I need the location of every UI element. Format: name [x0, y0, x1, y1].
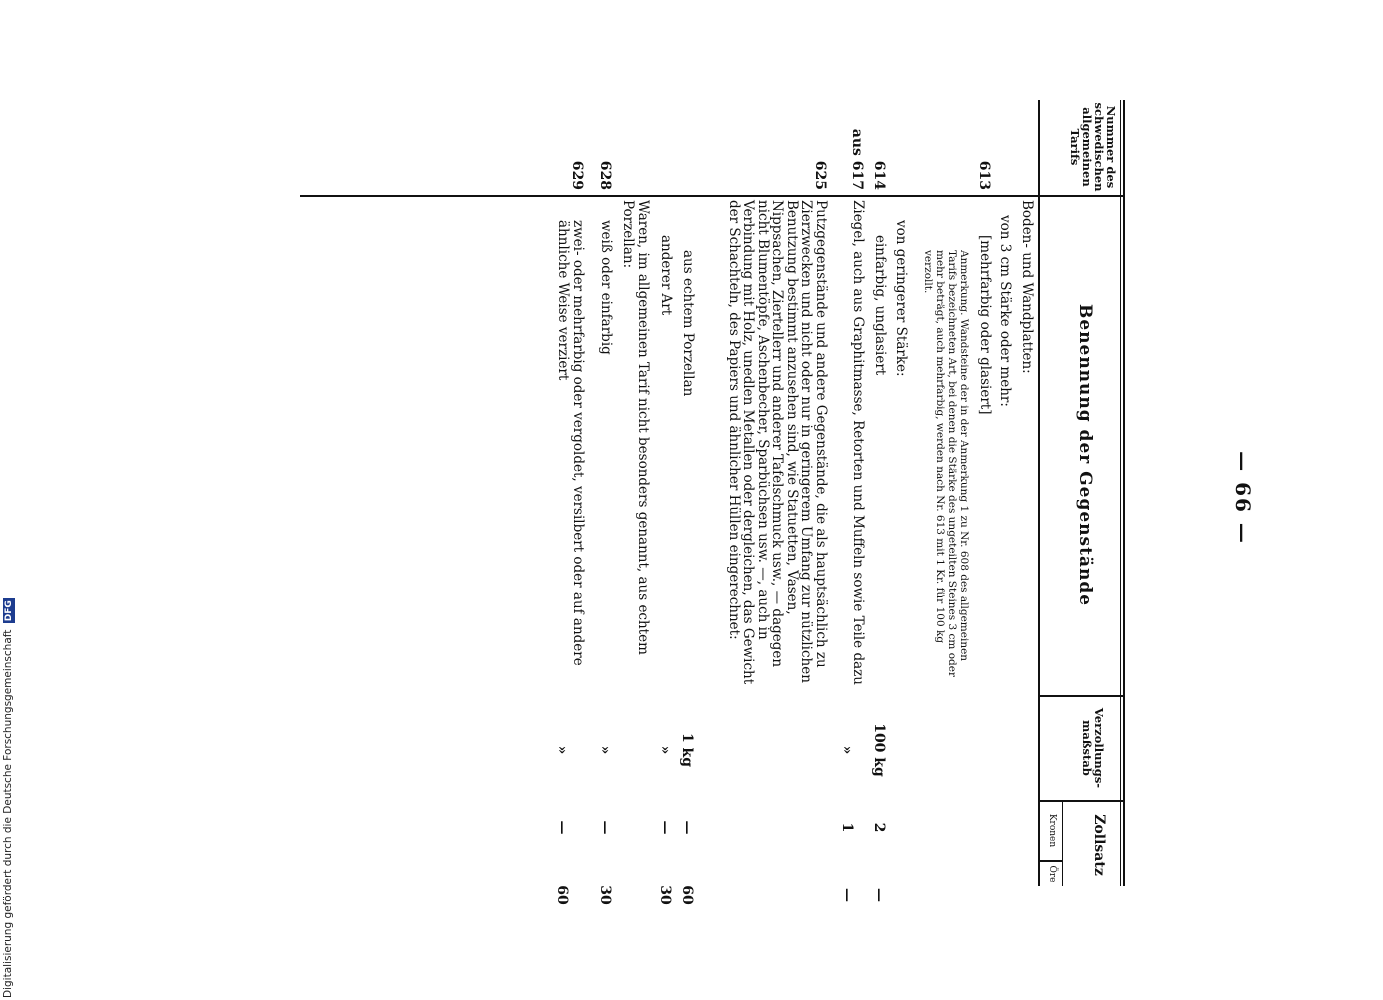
- row-text: anderer Art: [658, 235, 674, 316]
- unit-col-header: Verzollungs-maßstab: [1080, 707, 1106, 789]
- row-text: Putzgegenstände und andere Gegenstände, die als hauptsächlich zu Zierzwecken und nicht oder nur in geringerem Umfang zur nützlichen Benutzung bestimmt anzusehen sind, wie Statuetten, Vasen, Nippsachen, Ziertellerr und anderer Tafelschmuck usw., — dagegen nicht Blumentöpfe, Aschenbecher, Sparbüchsen usw. —, auch in Verbindung mit Holz, unedlen Metallen oder dergleichen, das Gewicht der Schachteln, des Papiers und ähnlicher Hüllen eingerechnet:: [726, 200, 829, 685]
- row-kronen: 2: [871, 822, 887, 833]
- row-number: 628: [597, 160, 613, 190]
- dfg-logo: DFG: [4, 600, 14, 622]
- row-number: aus 617: [849, 128, 865, 190]
- row-unit: 100 kg: [871, 723, 887, 777]
- row-note: Anmerkung. Wandsteine der in der Anmerkung 1 zu Nr. 608 des allgemeinen Tarifs bezeichneten Art, bei denen die Stärke des ungeteilten Steines 3 cm oder mehr beträgt, auch mehrfarbig, werden nach Nr. 613 mit 1 Kr. für 100 kg verzollt.: [922, 250, 970, 677]
- row-number: 625: [812, 160, 828, 190]
- row-text: von 3 cm Stärke oder mehr:: [997, 215, 1013, 407]
- number-col-line: [300, 195, 1040, 197]
- header-rule: [1038, 100, 1040, 886]
- row-number: 629: [569, 160, 585, 190]
- top-rule-thin: [1120, 100, 1121, 886]
- col-rule-1: [1040, 195, 1125, 197]
- kronen-header: Kronen: [1047, 813, 1057, 848]
- row-unit: »: [554, 745, 570, 755]
- row-text: Boden- und Wandplatten:: [1019, 200, 1035, 374]
- row-oere: 60: [679, 885, 695, 905]
- row-text: zwei- oder mehrfarbig oder vergoldet, versilbert oder auf andere ähnliche Weise verziert: [555, 220, 586, 666]
- row-oere: 30: [597, 885, 613, 905]
- row-unit: 1 kg: [679, 732, 695, 768]
- row-oere: 30: [657, 885, 673, 905]
- row-oere: 60: [554, 885, 570, 905]
- row-unit: »: [597, 745, 613, 755]
- row-unit: »: [839, 745, 855, 755]
- row-text: einfarbig, unglasiert: [872, 235, 888, 376]
- row-text: Waren, im allgemeinen Tarif nicht besonders genannt, aus echtem Porzellan:: [620, 200, 651, 655]
- row-kronen: —: [679, 820, 695, 835]
- row-text: [mehrfarbig oder glasiert]: [977, 235, 993, 415]
- duty-col-header: Zollsatz: [1091, 814, 1107, 876]
- top-rule: [1123, 100, 1125, 886]
- row-kronen: —: [554, 820, 570, 835]
- row-kronen: —: [597, 820, 613, 835]
- row-kronen: 1: [839, 822, 855, 833]
- row-kronen: —: [657, 820, 673, 835]
- col-rule-3: [1040, 800, 1125, 802]
- row-oere: —: [839, 888, 855, 902]
- rotated-page: [275, 100, 1255, 905]
- row-text: aus echtem Porzellan: [680, 250, 696, 397]
- page-number: — 66 —: [1231, 451, 1255, 545]
- credit-text: Digitalisierung gefördert durch die Deutsche Forschungsgemeinschaft: [2, 629, 14, 998]
- desc-col-header: Benennung der Gegenstände: [1075, 303, 1095, 607]
- row-number: 614: [871, 160, 887, 190]
- col-rule-2: [1040, 695, 1125, 697]
- number-col-header: Nummer des schwedischen allgemeinen Tarifs: [1068, 102, 1118, 192]
- digitization-credit: [2, 0, 18, 998]
- duty-subrule: [1062, 800, 1063, 886]
- row-unit: »: [657, 745, 673, 755]
- row-oere: —: [871, 888, 887, 902]
- row-text: Ziegel, auch aus Graphitmasse, Retorten und Muffeln sowie Teile dazu: [850, 200, 866, 685]
- oere-header: Öre: [1047, 865, 1057, 883]
- row-number: 613: [976, 160, 992, 190]
- row-text: von geringerer Stärke:: [893, 220, 909, 377]
- row-text: weiß oder einfarbig: [598, 220, 614, 355]
